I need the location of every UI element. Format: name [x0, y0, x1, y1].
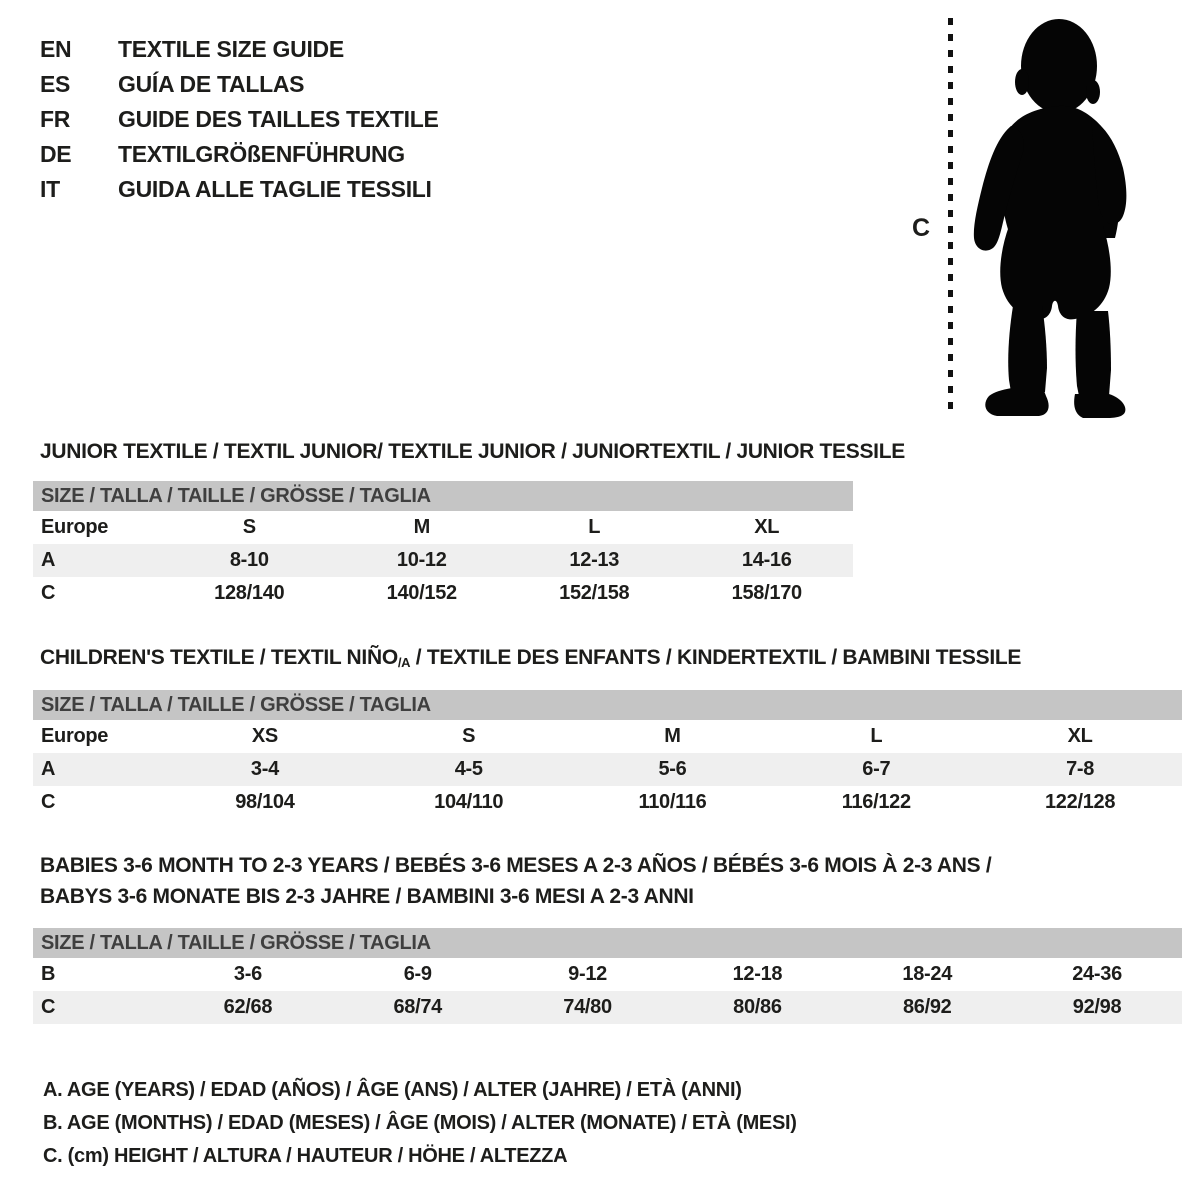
- cell: 14-16: [741, 549, 792, 571]
- cell: 152/158: [559, 582, 630, 604]
- cell: S: [462, 725, 476, 747]
- row-label: Europe: [41, 725, 109, 747]
- measurement-legend: [43, 1074, 797, 1173]
- children-section-title: [40, 642, 1021, 678]
- cell: L: [588, 516, 601, 538]
- lang-label: GUÍA DE TALLAS: [118, 71, 305, 97]
- cell: 6-9: [403, 963, 432, 985]
- lang-code: FR: [40, 106, 71, 132]
- legend-line-b: B. AGE (MONTHS) / EDAD (MESES) / ÂGE (MOIS) / ALTER (MONATE) / ETÀ (MESI): [43, 1112, 797, 1134]
- row-label: C: [41, 791, 56, 813]
- cell: 4-5: [454, 758, 483, 780]
- children-size-table: [33, 690, 1182, 819]
- children-title-subscript: /A: [397, 655, 411, 670]
- cell: 12-13: [569, 549, 620, 571]
- cell: 92/98: [1072, 996, 1122, 1018]
- cell: XL: [1067, 725, 1093, 747]
- size-header-bar: SIZE / TALLA / TAILLE / GRÖSSE / TAGLIA: [33, 928, 1182, 958]
- row-label: C: [41, 582, 56, 604]
- cell: 18-24: [902, 963, 953, 985]
- lang-label: TEXTILGRÖßENFÜHRUNG: [118, 141, 405, 167]
- silhouette-shape: [974, 19, 1127, 418]
- row-label: C: [41, 996, 56, 1018]
- cell: 3-6: [233, 963, 262, 985]
- legend-line-a: A. AGE (YEARS) / EDAD (AÑOS) / ÂGE (ANS) / ALTER (JAHRE) / ETÀ (ANNI): [43, 1079, 742, 1101]
- cell: 74/80: [563, 996, 612, 1018]
- cell: L: [870, 725, 883, 747]
- language-title-list: [40, 32, 439, 207]
- row-label: A: [41, 549, 56, 571]
- lang-row-en: [40, 32, 439, 67]
- row-label: B: [41, 963, 56, 985]
- cell: 80/86: [733, 996, 782, 1018]
- legend-line-c: C. (cm) HEIGHT / ALTURA / HAUTEUR / HÖHE / ALTEZZA: [43, 1145, 568, 1167]
- cell: 9-12: [568, 963, 607, 985]
- size-header-bar: SIZE / TALLA / TAILLE / GRÖSSE / TAGLIA: [33, 690, 1182, 720]
- table-row-age: [33, 544, 853, 577]
- cell: 116/122: [841, 791, 911, 813]
- cell: 8-10: [229, 549, 269, 571]
- lang-label: GUIDA ALLE TAGLIE TESSILI: [118, 176, 432, 202]
- lang-code: DE: [40, 141, 72, 167]
- cell: XL: [754, 516, 780, 538]
- cell: 98/104: [235, 791, 295, 813]
- lang-label: GUIDE DES TAILLES TEXTILE: [118, 106, 439, 132]
- cell: M: [413, 516, 430, 538]
- cell: XS: [251, 725, 278, 747]
- row-label: A: [41, 758, 56, 780]
- cell: 110/116: [638, 791, 707, 813]
- table-row-europe: [33, 720, 1182, 753]
- cell: 3-4: [250, 758, 279, 780]
- junior-section-title: JUNIOR TEXTILE / TEXTIL JUNIOR/ TEXTILE JUNIOR / JUNIORTEXTIL / JUNIOR TESSILE: [40, 440, 905, 463]
- toddler-silhouette-image: [965, 16, 1145, 418]
- table-row-height: [33, 991, 1182, 1024]
- babies-title-line1: BABIES 3-6 MONTH TO 2-3 YEARS / BEBÉS 3-6 MESES A 2-3 AÑOS / BÉBÉS 3-6 MOIS À 2-3 ANS /: [40, 854, 992, 877]
- cell: 158/170: [731, 582, 802, 604]
- table-row-europe: [33, 511, 853, 544]
- lang-code: ES: [40, 71, 71, 97]
- cell: S: [242, 516, 256, 538]
- cell: 86/92: [902, 996, 952, 1018]
- cell: 7-8: [1066, 758, 1095, 780]
- table-row-height: [33, 577, 853, 610]
- children-title-text: CHILDREN'S TEXTILE / TEXTIL NIÑO: [40, 646, 398, 669]
- cell: 10-12: [396, 549, 447, 571]
- table-row-height: [33, 786, 1182, 819]
- lang-label: TEXTILE SIZE GUIDE: [118, 36, 344, 62]
- junior-size-table: [33, 481, 853, 610]
- babies-size-table: [33, 928, 1182, 1024]
- lang-row-de: [40, 137, 439, 172]
- size-header-bar: SIZE / TALLA / TAILLE / GRÖSSE / TAGLIA: [33, 481, 853, 511]
- cell: 24-36: [1072, 963, 1122, 985]
- lang-row-it: [40, 172, 439, 207]
- cell: 68/74: [393, 996, 443, 1018]
- cell: 12-18: [732, 963, 783, 985]
- lang-row-es: [40, 67, 439, 102]
- cell: 128/140: [214, 582, 285, 604]
- height-measure-dashed-line: [946, 18, 955, 418]
- babies-title-line2: BABYS 3-6 MONATE BIS 2-3 JAHRE / BAMBINI 3-6 MESI A 2-3 ANNI: [40, 885, 694, 908]
- lang-code: IT: [40, 176, 60, 202]
- cell: 62/68: [223, 996, 273, 1018]
- cell: 140/152: [386, 582, 457, 604]
- table-row-age-months: [33, 958, 1182, 991]
- measure-label-c: C: [912, 214, 930, 242]
- cell: 6-7: [862, 758, 891, 780]
- cell: 104/110: [434, 791, 504, 813]
- cell: 122/128: [1044, 791, 1116, 813]
- babies-section-title: [40, 850, 991, 912]
- children-title-text: / TEXTILE DES ENFANTS / KINDERTEXTIL / BAMBINI TESSILE: [410, 646, 1022, 669]
- lang-row-fr: [40, 102, 439, 137]
- row-label: Europe: [41, 516, 109, 538]
- table-row-age: [33, 753, 1182, 786]
- cell: 5-6: [658, 758, 687, 780]
- lang-code: EN: [40, 36, 72, 62]
- cell: M: [664, 725, 681, 747]
